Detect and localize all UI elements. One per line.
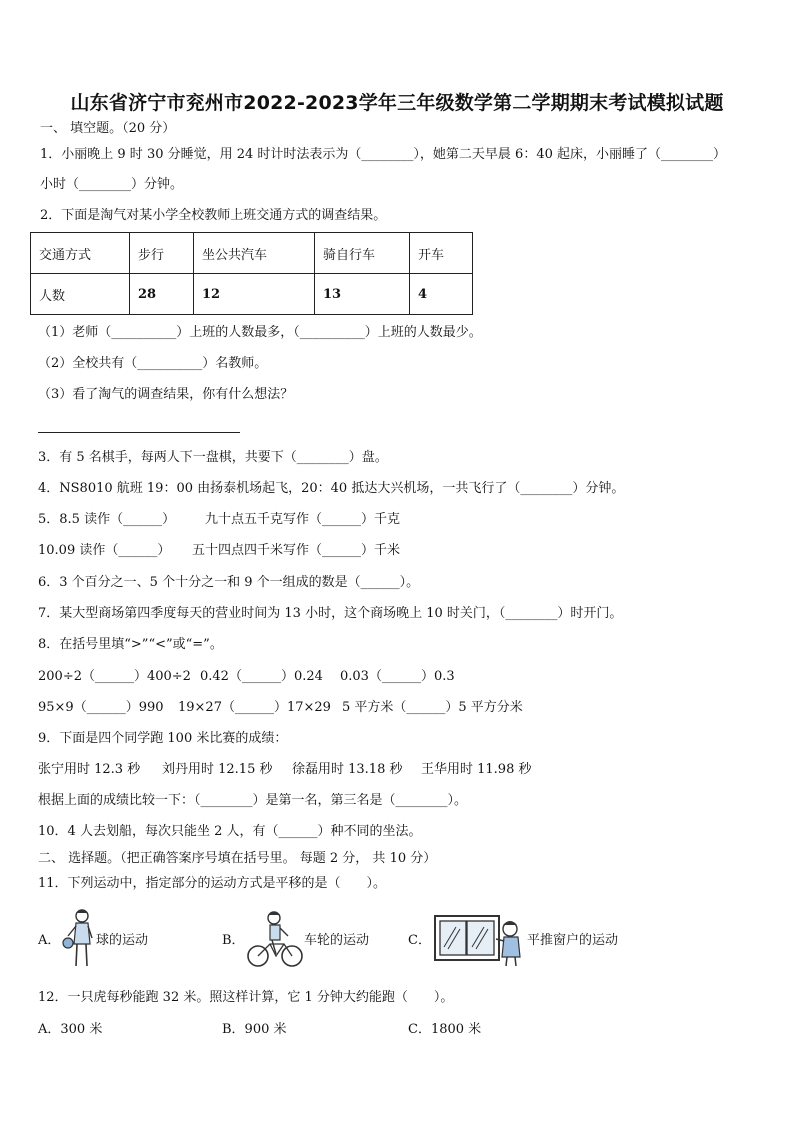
compare-item: 5 平方米（______）5 平方分米 <box>342 700 523 715</box>
option-c-text: 平推窗户的运动 <box>527 933 619 948</box>
section-1-heading: 一、 填空题。（20 分） <box>40 121 176 136</box>
race-time: 张宁用时 12.3 秒 <box>38 762 141 777</box>
question-2-part-3: （3）看了淘气的调查结果，你有什么想法？ <box>38 387 294 402</box>
table-cell: 开车 <box>410 233 473 274</box>
race-time: 王华用时 11.98 秒 <box>421 762 532 777</box>
question-4: 4．NS8010 航班 19：00 由扬泰机场起飞，20：40 抵达大兴机场，一共飞行了（________）分钟。 <box>38 481 625 496</box>
option-a-text: 球的运动 <box>96 933 149 948</box>
table-cell: 人数 <box>31 274 130 315</box>
table-cell: 坐公共汽车 <box>194 233 315 274</box>
option-b: B．900 米 <box>222 1022 287 1037</box>
question-11: 11．下列运动中，指定部分的运动方式是平移的是（ ）。 <box>38 876 387 891</box>
bicycle-rider-icon <box>246 910 304 970</box>
question-5-write-2: 五十四点四千米写作（______）千米 <box>192 543 401 558</box>
compare-item: 200÷2（______）400÷2 <box>38 669 191 684</box>
option-c: C．1800 米 <box>408 1022 482 1037</box>
table-cell: 步行 <box>130 233 194 274</box>
compare-item: 19×27（______）17×29 <box>178 700 331 715</box>
question-5-read-1: 5．8.5 读作（______） <box>38 512 176 527</box>
option-b-letter: B． <box>222 933 245 948</box>
question-1-line-2: 小时（________）分钟。 <box>40 177 184 192</box>
option-a-letter: A． <box>38 933 61 948</box>
compare-item: 95×9（______）990 <box>38 700 164 715</box>
compare-item: 0.03（______）0.3 <box>340 669 455 684</box>
survey-table <box>30 232 473 315</box>
option-c-letter: C． <box>408 933 431 948</box>
table-cell: 28 <box>130 274 194 315</box>
question-2-part-2: （2）全校共有（__________）名教师。 <box>38 356 268 371</box>
question-12: 12．一只虎每秒能跑 32 米。照这样计算，它 1 分钟大约能跑（ ）。 <box>38 990 454 1005</box>
question-3: 3．有 5 名棋手，每两人下一盘棋，共要下（________）盘。 <box>38 450 388 465</box>
table-cell: 4 <box>410 274 473 315</box>
section-2-heading: 二、 选择题。（把正确答案序号填在括号里。 每题 2 分， 共 10 分） <box>38 851 437 866</box>
answer-blank-line <box>38 432 240 433</box>
question-7: 7．某大型商场第四季度每天的营业时间为 13 小时，这个商场晚上 10 时关门，（________）时开门。 <box>38 606 623 621</box>
question-1-line-1: 1．小丽晚上 9 时 30 分睡觉，用 24 时计时法表示为（________），她第二天早晨 6：40 起床，小丽睡了（________） <box>40 147 726 162</box>
child-ball-icon <box>60 908 100 970</box>
page-title: 山东省济宁市兖州市2022-2023学年三年级数学第二学期期末考试模拟试题 <box>70 92 724 114</box>
question-2-part-1: （1）老师（__________）上班的人数最多，（__________）上班的人数最少。 <box>38 325 482 340</box>
table-row <box>31 233 473 274</box>
table-cell: 12 <box>194 274 315 315</box>
table-cell: 13 <box>315 274 410 315</box>
table-cell: 骑自行车 <box>315 233 410 274</box>
question-5-read-2: 10.09 读作（______） <box>38 543 171 558</box>
question-5-write-1: 九十点五千克写作（______）千克 <box>205 512 401 527</box>
question-9-ask: 根据上面的成绩比较一下：（________）是第一名，第三名是（________）。 <box>38 793 468 808</box>
question-6: 6．3 个百分之一、5 个十分之一和 9 个一组成的数是（______）。 <box>38 575 420 590</box>
race-time: 刘丹用时 12.15 秒 <box>162 762 273 777</box>
table-row <box>31 274 473 315</box>
question-9: 9．下面是四个同学跑 100 米比赛的成绩： <box>38 731 288 746</box>
table-cell: 交通方式 <box>31 233 130 274</box>
compare-item: 0.42（______）0.24 <box>200 669 323 684</box>
question-10: 10．4 人去划船，每次只能坐 2 人，有（______）种不同的坐法。 <box>38 824 422 839</box>
sliding-window-icon <box>434 913 528 967</box>
question-2: 2．下面是淘气对某小学全校教师上班交通方式的调查结果。 <box>40 208 387 223</box>
option-a: A．300 米 <box>38 1022 103 1037</box>
option-b-text: 车轮的运动 <box>304 933 370 948</box>
race-time: 徐磊用时 13.18 秒 <box>292 762 403 777</box>
question-8: 8．在括号里填“>”“<”或“=”。 <box>38 637 223 652</box>
